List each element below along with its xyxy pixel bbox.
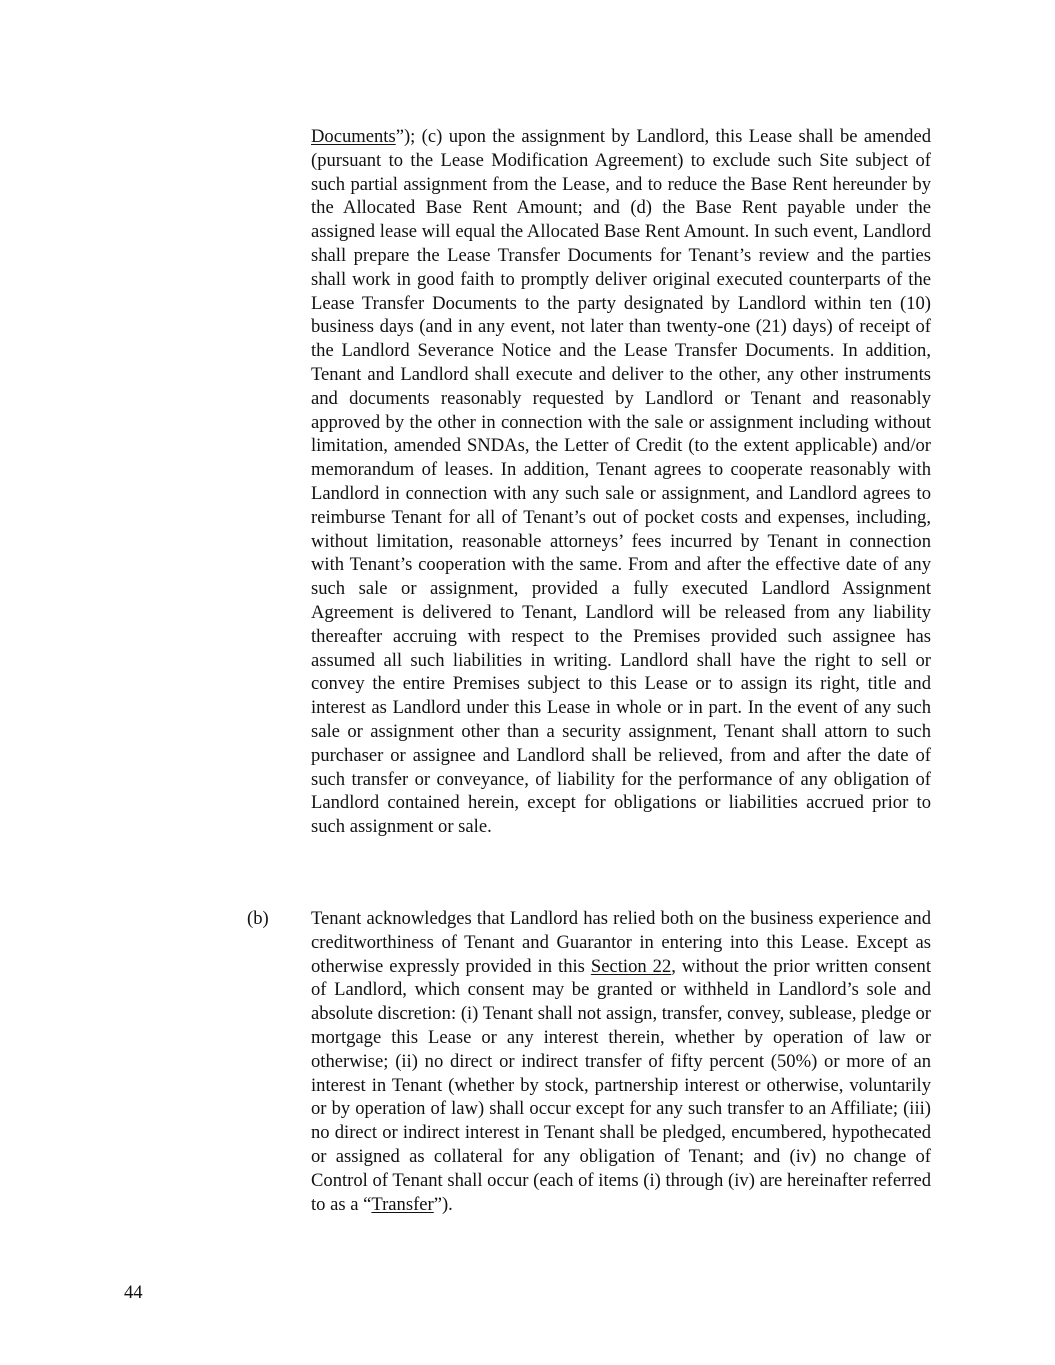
page-number: 44 <box>124 1282 143 1303</box>
defined-term-transfer: Transfer <box>371 1193 434 1215</box>
paragraph-b-text-2: , without the prior written consent of Landlord, which consent may be granted or withheld in Landlord’s sole and absolute discretion: (i) Tenant shall not assign, transfer, convey, sublease, pledge or mortgage this Lease or any interest therein, whether by operation of law or otherwise; (ii) no direct or indirect transfer of fifty percent (50%) or more of an interest in Tenant (whether by stock, partnership interest or otherwise, voluntarily or by operation of law) shall occur except for any such transfer to an Affiliate; (iii) no direct or indirect interest in Tenant shall be pledged, encumbered, hypothecated or assigned as collateral for any obligation of Tenant; and (iv) no change of Control of Tenant shall occur (each of items (i) through (iv) are hereinafter referred to as a “ <box>311 955 931 1215</box>
paragraph-b-label: (b) <box>247 908 269 929</box>
defined-term-documents: Documents <box>311 126 396 147</box>
paragraph-a-continuation <box>311 125 931 839</box>
section-22-reference: Section 22 <box>590 955 672 977</box>
paragraph-b <box>311 907 931 1216</box>
paragraph-b-text-1: Tenant acknowledges that Landlord has relied both on the business experience and creditworthiness of Tenant and Guarantor in entering into this Lease. Except as otherwise expressly provided in this <box>311 908 931 977</box>
paragraph-b-text-3: ”). <box>433 1193 453 1215</box>
paragraph-a-text: ”); (c) upon the assignment by Landlord, this Lease shall be amended (pursuant to the Lease Modification Agreement) to exclude such Site subject of such partial assignment from the Lease, and to reduce the Base Rent hereunder by the Allocated Base Rent Amount; and (d) the Base Rent payable under the assigned lease will equal the Allocated Base Rent Amount. In such event, Landlord shall prepare the Lease Transfer Documents for Tenant’s review and the parties shall work in good faith to promptly deliver original executed counterparts of the Lease Transfer Documents to the party designated by Landlord within ten (10) business days (and in any event, not later than twenty-one (21) days) of receipt of the Landlord Severance Notice and the Lease Transfer Documents. In addition, Tenant and Landlord shall execute and deliver to the other, any other instruments and documents reasonably requested by Landlord or Tenant and reasonably approved by the other in connection with the sale or assignment including without limitation, amended SNDAs, the Letter of Credit (to the extent applicable) and/or memorandum of leases. In addition, Tenant agrees to cooperate reasonably with Landlord in connection with any such sale or assignment, and Landlord agrees to reimburse Tenant for all of Tenant’s out of pocket costs and expenses, including, without limitation, reasonable attorneys’ fees incurred by Tenant in connection with Tenant’s cooperation with the same. From and after the effective date of any such sale or assignment, provided a fully executed Landlord Assignment Agreement is delivered to Tenant, Landlord will be released from any liability thereafter accruing with respect to the Premises provided such assignee has assumed all such liabilities in writing. Landlord shall have the right to sell or convey the entire Premises subject to this Lease or to assign its right, title and interest as Landlord under this Lease in whole or in part. In the event of any such sale or assignment other than a security assignment, Tenant shall attorn to such purchaser or assignee and Landlord shall be relieved, from and after the date of such transfer or conveyance, of liability for the performance of any obligation of Landlord contained herein, except for obligations or liabilities accrued prior to such assignment or sale. <box>311 126 931 838</box>
